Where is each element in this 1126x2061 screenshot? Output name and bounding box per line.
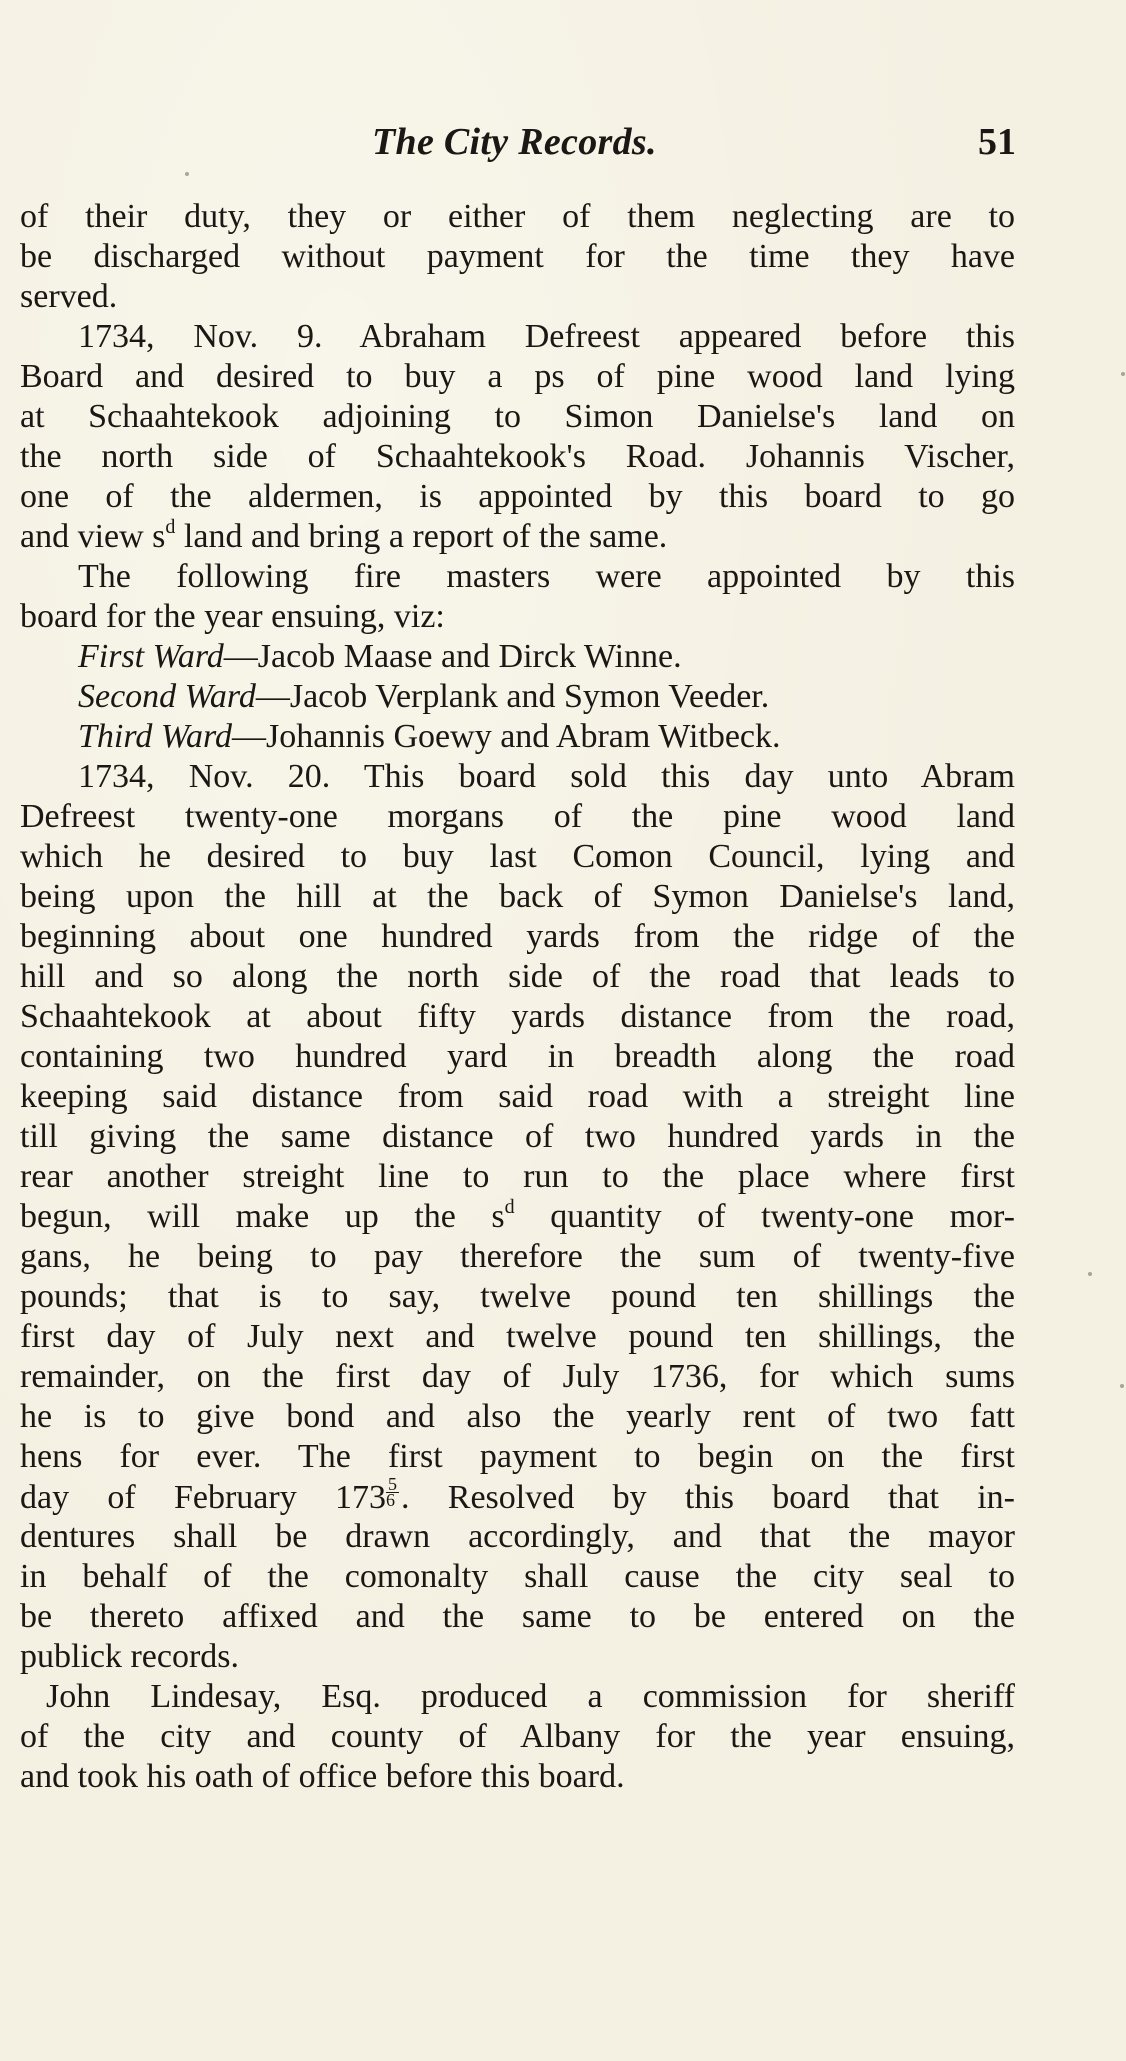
text-line: beginning about one hundred yards from the ridge of the bbox=[20, 918, 1015, 955]
text-line: he is to give bond and also the yearly rent of two fatt bbox=[20, 1398, 1015, 1435]
text-line: and took his oath of office before this board. bbox=[20, 1758, 625, 1795]
text-line: 1734, Nov. 9. Abraham Defreest appeared before this bbox=[78, 318, 1015, 355]
text-line: hill and so along the north side of the road that leads to bbox=[20, 958, 1015, 995]
ward-name: Third Ward bbox=[78, 718, 232, 755]
text-line: 1734, Nov. 20. This board sold this day unto Abram bbox=[78, 758, 1015, 795]
text-line: begun, will make up the $s^d$ quantity of twenty-one mor- bbox=[20, 1197, 1015, 1235]
text-line: John Lindesay, Esq. produced a commission for sheriff bbox=[46, 1678, 1015, 1715]
text-line: Defreest twenty-one morgans of the pine wood land bbox=[20, 798, 1015, 835]
text-line: Board and desired to buy a ps of pine wood land lying bbox=[20, 358, 1015, 395]
margin-speck bbox=[185, 172, 189, 176]
text-line: of the city and county of Albany for the year ensuing, bbox=[20, 1718, 1015, 1755]
text-line: The following fire masters were appointed by this bbox=[78, 558, 1015, 595]
ward-line: First Ward—Jacob Maase and Dirck Winne. bbox=[78, 638, 682, 675]
body-text bbox=[20, 197, 1015, 1797]
text-line: the north side of Schaahtekook's Road. Johannis Vischer, bbox=[20, 438, 1015, 475]
text-line: gans, he being to pay therefore the sum of twenty-five bbox=[20, 1238, 1015, 1275]
text-line: one of the aldermen, is appointed by this board to go bbox=[20, 478, 1015, 515]
text-line: first day of July next and twelve pound ten shillings, the bbox=[20, 1318, 1015, 1355]
year-fraction: $\frac{5}{6}$ bbox=[386, 1477, 397, 1510]
page-number: 51 bbox=[978, 121, 1016, 163]
ward-line: Third Ward—Johannis Goewy and Abram Witbeck. bbox=[78, 718, 781, 755]
text-line: board for the year ensuing, viz: bbox=[20, 598, 445, 635]
text-line: publick records. bbox=[20, 1638, 240, 1675]
text-line: day of February 173 $\frac{5}{6}$ . Resolved by this board that in- bbox=[20, 1477, 1015, 1516]
text-line: be discharged without payment for the time they have bbox=[20, 238, 1015, 275]
margin-speck bbox=[1088, 1272, 1092, 1276]
text-line: till giving the same distance of two hundred yards in the bbox=[20, 1118, 1015, 1155]
text-line: being upon the hill at the back of Symon Danielse's land, bbox=[20, 878, 1015, 915]
running-head bbox=[0, 120, 1126, 170]
text-line: Schaahtekook at about fifty yards distance from the road, bbox=[20, 998, 1015, 1035]
text-line: dentures shall be drawn accordingly, and that the mayor bbox=[20, 1518, 1015, 1555]
text-line: and view $s^d$ land and bring a report of the same. bbox=[20, 517, 668, 555]
margin-speck bbox=[1120, 1384, 1124, 1388]
text-line: rear another streight line to run to the place where first bbox=[20, 1158, 1015, 1195]
text-line: hens for ever. The first payment to begin on the first bbox=[20, 1438, 1015, 1475]
text-line: be thereto affixed and the same to be entered on the bbox=[20, 1598, 1015, 1635]
text-line: served. bbox=[20, 278, 118, 315]
running-title: The City Records. bbox=[372, 121, 657, 163]
text-line: containing two hundred yard in breadth along the road bbox=[20, 1038, 1015, 1075]
text-line: of their duty, they or either of them neglecting are to bbox=[20, 198, 1015, 235]
text-line: keeping said distance from said road with a streight line bbox=[20, 1078, 1015, 1115]
text-line: at Schaahtekook adjoining to Simon Danielse's land on bbox=[20, 398, 1015, 435]
text-line: which he desired to buy last Comon Council, lying and bbox=[20, 838, 1015, 875]
ward-line: Second Ward—Jacob Verplank and Symon Veeder. bbox=[78, 678, 770, 715]
text-line: remainder, on the first day of July 1736, for which sums bbox=[20, 1358, 1015, 1395]
margin-speck bbox=[1121, 372, 1125, 376]
ward-name: Second Ward bbox=[78, 678, 256, 715]
text-line: pounds; that is to say, twelve pound ten shillings the bbox=[20, 1278, 1015, 1315]
text-line: in behalf of the comonalty shall cause the city seal to bbox=[20, 1558, 1015, 1595]
ward-name: First Ward bbox=[78, 638, 224, 675]
